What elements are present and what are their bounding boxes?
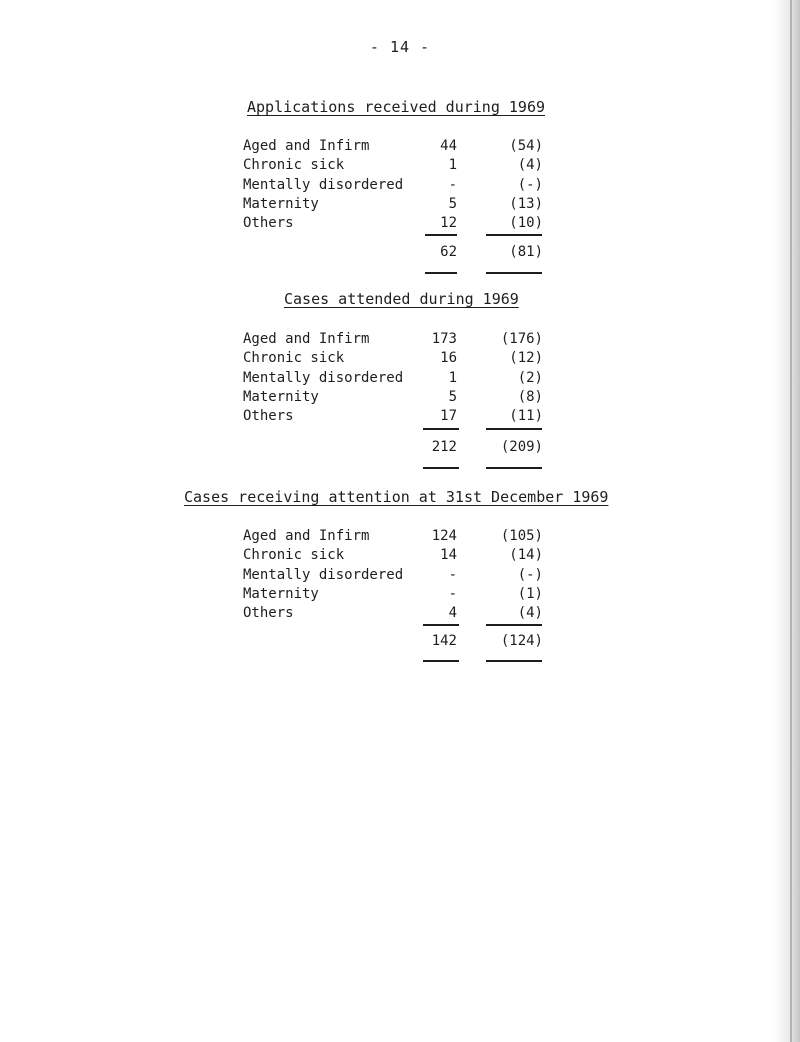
row-value: 14 [440, 547, 457, 564]
total-value: 212 [431, 439, 457, 455]
row-label: Maternity [243, 585, 319, 602]
total-rule [486, 272, 542, 274]
page-number: - 14 - [369, 38, 431, 56]
subtotal-rule [486, 624, 542, 626]
row-value: 4 [448, 605, 457, 622]
section-title-cases-receiving-attention: Cases receiving attention at 31st December 1969 [184, 488, 609, 506]
row-prev-value: (176) [500, 331, 543, 347]
row-prev-value: (1) [517, 585, 543, 602]
row-prev-value: (12) [509, 350, 543, 367]
row-prev-value: (10) [509, 215, 543, 232]
total-row [243, 439, 543, 459]
row-value: - [448, 176, 457, 193]
row-prev-value: (13) [509, 195, 543, 212]
row-prev-value: (-) [517, 176, 543, 193]
total-rule [423, 467, 459, 469]
subtotal-rule [423, 624, 459, 626]
row-value: - [448, 585, 457, 602]
row-prev-value: (54) [509, 138, 543, 154]
row-value: 1 [448, 157, 457, 174]
total-prev-value: (124) [500, 633, 543, 649]
total-rule [486, 467, 542, 469]
subtotal-rule [425, 234, 457, 236]
row-value: 16 [440, 350, 457, 367]
total-prev-value: (209) [500, 439, 543, 455]
row-label: Mentally disordered [243, 566, 404, 583]
total-prev-value: (81) [509, 244, 543, 260]
total-rule [423, 660, 459, 662]
row-label: Mentally disordered [243, 369, 404, 386]
section-title-applications: Applications received during 1969 [247, 98, 546, 116]
row-value: 12 [440, 215, 457, 232]
row-label: Aged and Infirm [243, 138, 370, 154]
row-prev-value: (11) [509, 408, 543, 425]
subtotal-rule [423, 428, 459, 430]
row-value: 124 [431, 528, 457, 544]
row-label: Chronic sick [243, 157, 345, 174]
row-prev-value: (105) [500, 528, 543, 544]
total-value: 142 [431, 633, 457, 649]
total-value: 62 [440, 244, 457, 260]
row-label: Mentally disordered [243, 176, 404, 193]
row-prev-value: (4) [517, 605, 543, 622]
page-edge-line [790, 0, 792, 1042]
row-value: 17 [440, 408, 457, 425]
row-label: Aged and Infirm [243, 528, 370, 544]
row-label: Others [243, 408, 294, 425]
row-label: Others [243, 605, 294, 622]
row-label: Chronic sick [243, 547, 345, 564]
row-value: 5 [448, 195, 457, 212]
row-label: Maternity [243, 388, 319, 405]
total-rule [486, 660, 542, 662]
row-prev-value: (2) [517, 369, 543, 386]
row-label: Others [243, 215, 294, 232]
row-prev-value: (14) [509, 547, 543, 564]
row-prev-value: (8) [517, 388, 543, 405]
row-prev-value: (-) [517, 566, 543, 583]
row-label: Chronic sick [243, 350, 345, 367]
total-row [243, 244, 543, 264]
row-value: 173 [431, 331, 457, 347]
row-label: Aged and Infirm [243, 331, 370, 347]
total-row [243, 633, 543, 653]
subtotal-rule [486, 428, 542, 430]
row-prev-value: (4) [517, 157, 543, 174]
total-rule [425, 272, 457, 274]
subtotal-rule [486, 234, 542, 236]
row-value: 44 [440, 138, 457, 154]
row-label: Maternity [243, 195, 319, 212]
row-value: 5 [448, 388, 457, 405]
row-value: - [448, 566, 457, 583]
row-value: 1 [448, 369, 457, 386]
page-edge-shadow [774, 0, 800, 1042]
section-title-cases-attended: Cases attended during 1969 [284, 290, 519, 308]
